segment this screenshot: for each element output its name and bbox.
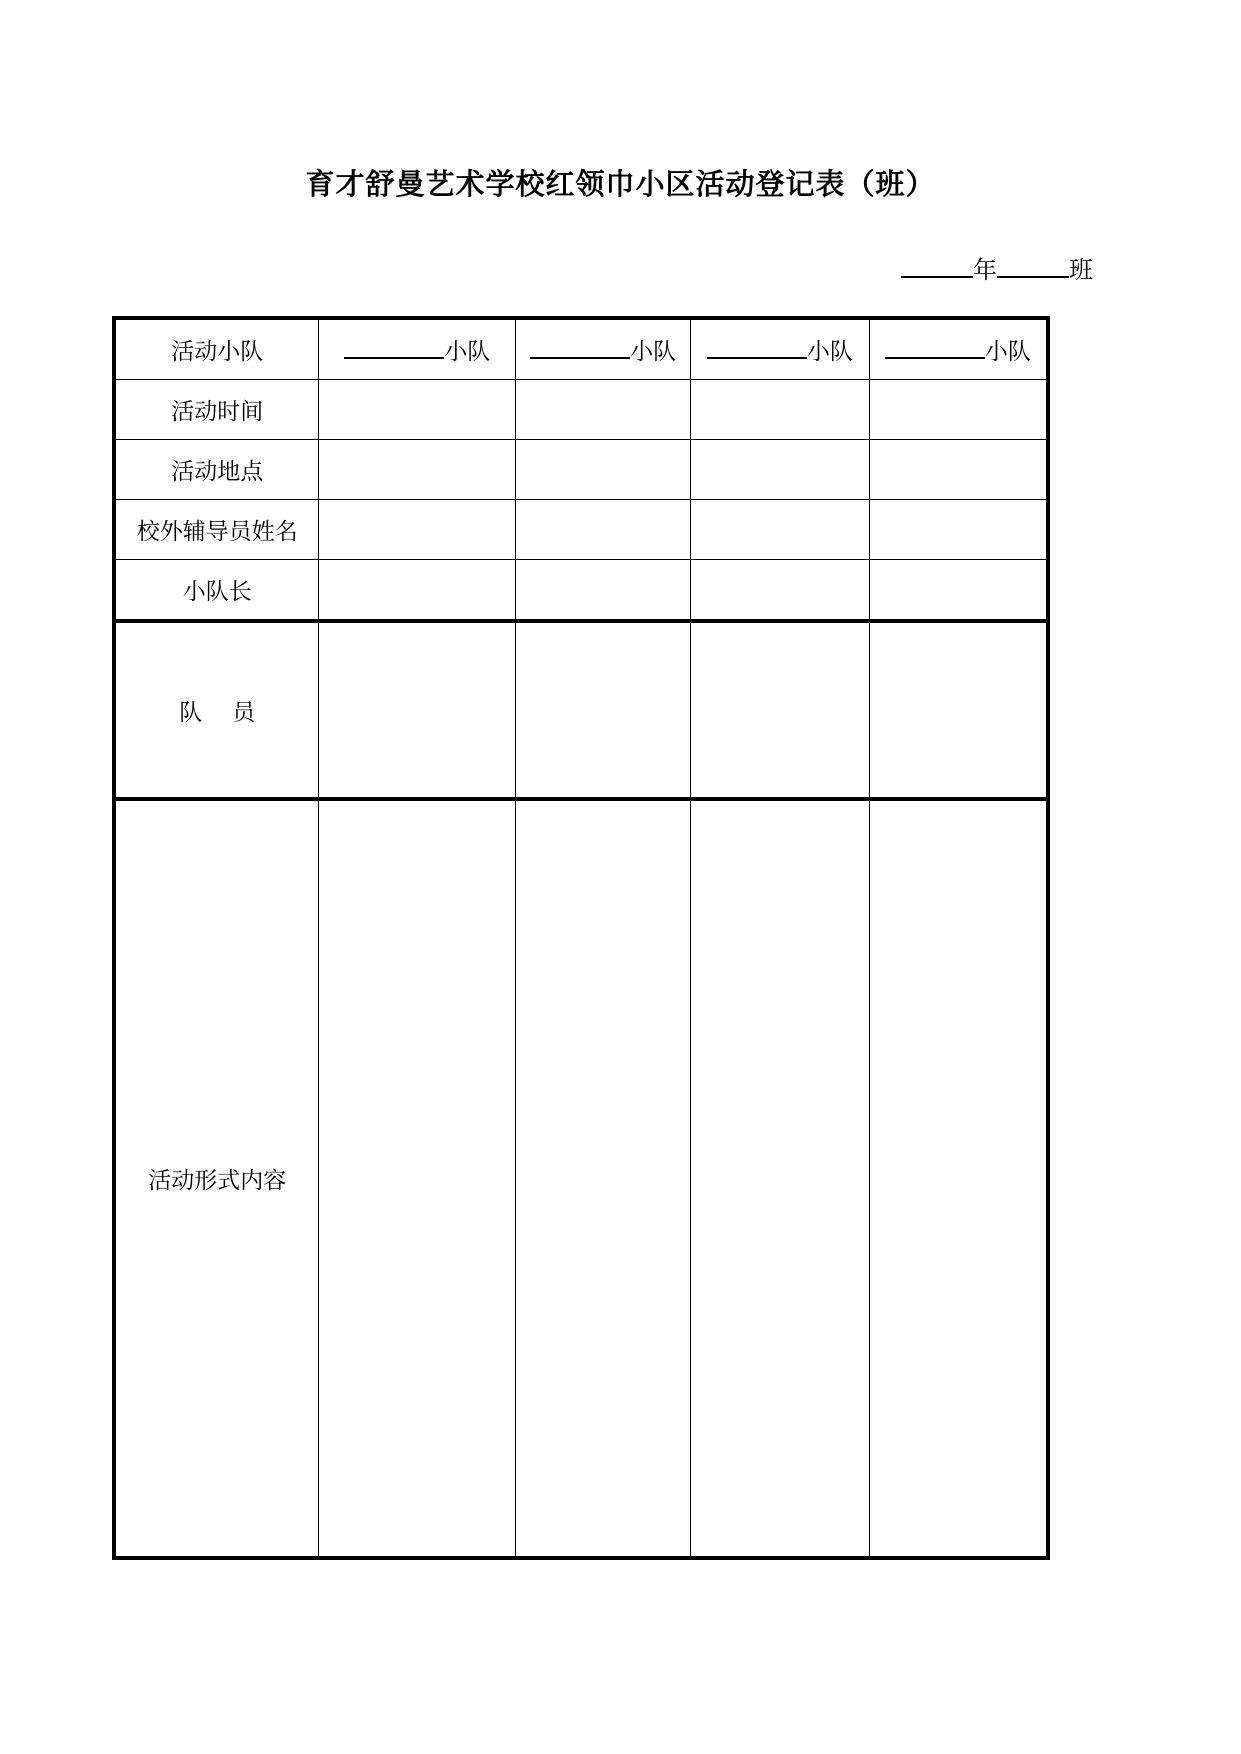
squad-name-blank[interactable] <box>530 335 630 359</box>
class-label: 班 <box>1069 256 1093 284</box>
year-blank[interactable] <box>901 254 973 278</box>
page-title: 育才舒曼艺术学校红领巾小区活动登记表（班） <box>305 167 936 201</box>
leader-cell-4[interactable] <box>869 560 1048 622</box>
year-label: 年 <box>973 256 997 284</box>
content-cell-1[interactable] <box>319 799 516 1558</box>
table-row-place <box>114 440 1048 500</box>
tutor-cell-2[interactable] <box>516 500 691 560</box>
members-cell-4[interactable] <box>869 621 1048 799</box>
squad-name-blank[interactable] <box>344 335 444 359</box>
place-cell-1[interactable] <box>319 440 516 500</box>
time-cell-2[interactable] <box>516 380 691 440</box>
table-row-content <box>114 799 1048 1558</box>
time-cell-1[interactable] <box>319 380 516 440</box>
grade-class-line <box>901 250 1093 285</box>
row-label-time: 活动时间 <box>114 380 319 440</box>
squad-name-blank[interactable] <box>707 335 807 359</box>
members-cell-3[interactable] <box>690 621 869 799</box>
table-row-members <box>114 621 1048 799</box>
row-label-tutor: 校外辅导员姓名 <box>114 500 319 560</box>
squad-suffix: 小队 <box>806 339 853 365</box>
time-cell-3[interactable] <box>690 380 869 440</box>
squad-suffix: 小队 <box>984 339 1031 365</box>
time-cell-4[interactable] <box>869 380 1048 440</box>
row-label-members-cell <box>114 621 319 799</box>
registration-table <box>112 316 1050 1560</box>
table-row-squad <box>114 318 1048 380</box>
table-row-time <box>114 380 1048 440</box>
row-label-content: 活动形式内容 <box>114 799 319 1558</box>
content-cell-4[interactable] <box>869 799 1048 1558</box>
place-cell-3[interactable] <box>690 440 869 500</box>
tutor-cell-4[interactable] <box>869 500 1048 560</box>
tutor-cell-3[interactable] <box>690 500 869 560</box>
row-label-members: 队员 <box>179 699 286 726</box>
leader-cell-3[interactable] <box>690 560 869 622</box>
place-cell-4[interactable] <box>869 440 1048 500</box>
squad-cell-2[interactable] <box>516 318 691 380</box>
place-cell-2[interactable] <box>516 440 691 500</box>
class-blank[interactable] <box>997 254 1069 278</box>
squad-suffix: 小队 <box>630 339 677 365</box>
squad-cell-4[interactable] <box>869 318 1048 380</box>
squad-name-blank[interactable] <box>885 335 985 359</box>
content-cell-3[interactable] <box>690 799 869 1558</box>
members-cell-1[interactable] <box>319 621 516 799</box>
members-cell-2[interactable] <box>516 621 691 799</box>
row-label-squad: 活动小队 <box>114 318 319 380</box>
row-label-leader: 小队长 <box>114 560 319 622</box>
table-row-tutor <box>114 500 1048 560</box>
leader-cell-2[interactable] <box>516 560 691 622</box>
content-cell-2[interactable] <box>516 799 691 1558</box>
leader-cell-1[interactable] <box>319 560 516 622</box>
row-label-place: 活动地点 <box>114 440 319 500</box>
squad-suffix: 小队 <box>444 339 491 365</box>
table-row-leader <box>114 560 1048 622</box>
tutor-cell-1[interactable] <box>319 500 516 560</box>
squad-cell-1[interactable] <box>319 318 516 380</box>
squad-cell-3[interactable] <box>690 318 869 380</box>
